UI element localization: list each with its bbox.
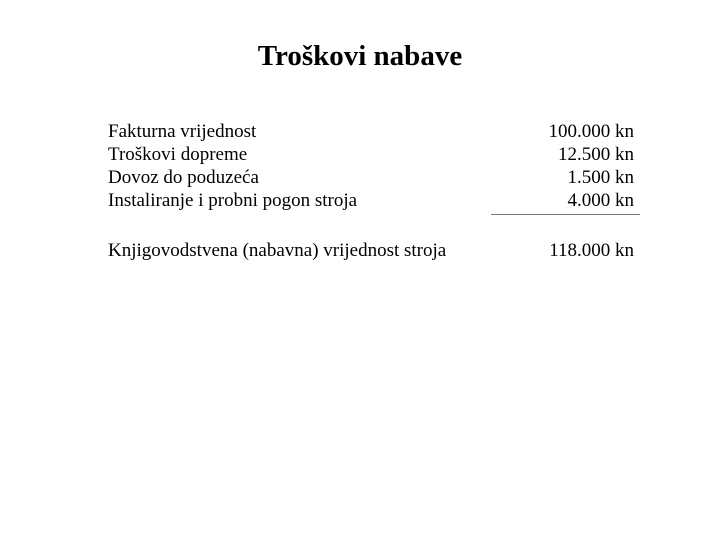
cost-row-invoice-value bbox=[108, 120, 638, 143]
cost-row-installation-trial-run bbox=[108, 189, 638, 212]
slide-title: Troškovi nabave bbox=[257, 40, 463, 72]
cost-amount: 1.500 kn bbox=[567, 167, 634, 188]
cost-label: Instaliranje i probni pogon stroja bbox=[108, 190, 358, 211]
cost-row-delivery-costs bbox=[108, 143, 638, 166]
cost-label: Troškovi dopreme bbox=[108, 144, 248, 165]
total-row bbox=[108, 239, 638, 262]
cost-amount: 4.000 kn bbox=[567, 190, 634, 211]
total-label: Knjigovodstvena (nabavna) vrijednost stroja bbox=[108, 240, 447, 261]
total-amount: 118.000 kn bbox=[549, 240, 634, 261]
sum-divider-line bbox=[491, 214, 640, 215]
cost-amount: 12.500 kn bbox=[558, 144, 634, 165]
cost-items-table bbox=[108, 120, 638, 212]
cost-amount: 100.000 kn bbox=[548, 121, 634, 142]
cost-label: Fakturna vrijednost bbox=[108, 121, 257, 142]
cost-row-transport-to-company bbox=[108, 166, 638, 189]
cost-label: Dovoz do poduzeća bbox=[108, 167, 259, 188]
